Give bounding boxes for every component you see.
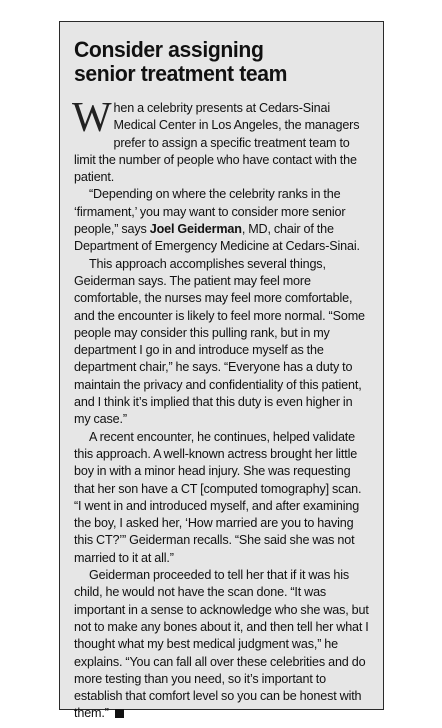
article-sidebar-box xyxy=(59,21,384,721)
paragraph-2 xyxy=(74,186,371,255)
paragraph-4: A recent encounter, he continues, helped validate this approach. A well-known actress brought her little boy in with a minor head injury. She was requesting that her son have a CT [computed tomography] scan. “I went in and introduced myself, and after examining the boy, I asked her, ‘How married are you to having this CT?’” Geiderman recalls. “She said she was not married to it at all.” xyxy=(74,429,362,565)
person-name: Joel Geiderman xyxy=(149,222,242,237)
paragraph-5 xyxy=(74,567,371,723)
paragraph-2-before: “Depending on where the celebrity ranks in the ‘firmament,’ you may want to consider more senior people,” says xyxy=(74,187,346,237)
paragraph-1-text: hen a celebrity presents at Cedars-Sinai Medical Center in Los Angeles, the managers prefer to assign a specific treatment team to limit the number of people who have contact with the patient. xyxy=(74,101,360,185)
paragraph-2-after: , MD, chair of the Department of Emergency Medicine at Cedars-Sinai. xyxy=(74,222,360,254)
article-headline xyxy=(74,38,375,86)
article-body xyxy=(72,95,371,723)
paragraph-3: This approach accomplishes several things, Geiderman says. The patient may feel more comfortable, the nurses may feel more comfortable, and the encounter is likely to feel more normal. “Some people may consider this pulling rank, but in my department I go in and introduce myself as the department chair,” he says. “Everyone has a duty to maintain the privacy and confidentiality of this patient, and I think it’s implied that this duty is even higher in my case.” xyxy=(74,256,365,427)
drop-cap: W xyxy=(72,95,112,141)
end-of-article-square-icon xyxy=(115,709,124,718)
paragraph-1 xyxy=(72,95,371,186)
headline-line-2: senior treatment team xyxy=(74,61,288,86)
paragraph-5-text: Geiderman proceeded to tell her that if it was his child, he would not have the scan done. “It was important in a sense to acknowledge who she was, but not to make any bones about it, and then tell her what I thought what my best medical judgment was,” he explains. “You can fall all over these celebrities and do more testing than you need, so it’s important to establish that comfort level so you can be honest with them.” xyxy=(74,568,369,721)
headline-line-1: Consider assigning xyxy=(74,37,264,62)
